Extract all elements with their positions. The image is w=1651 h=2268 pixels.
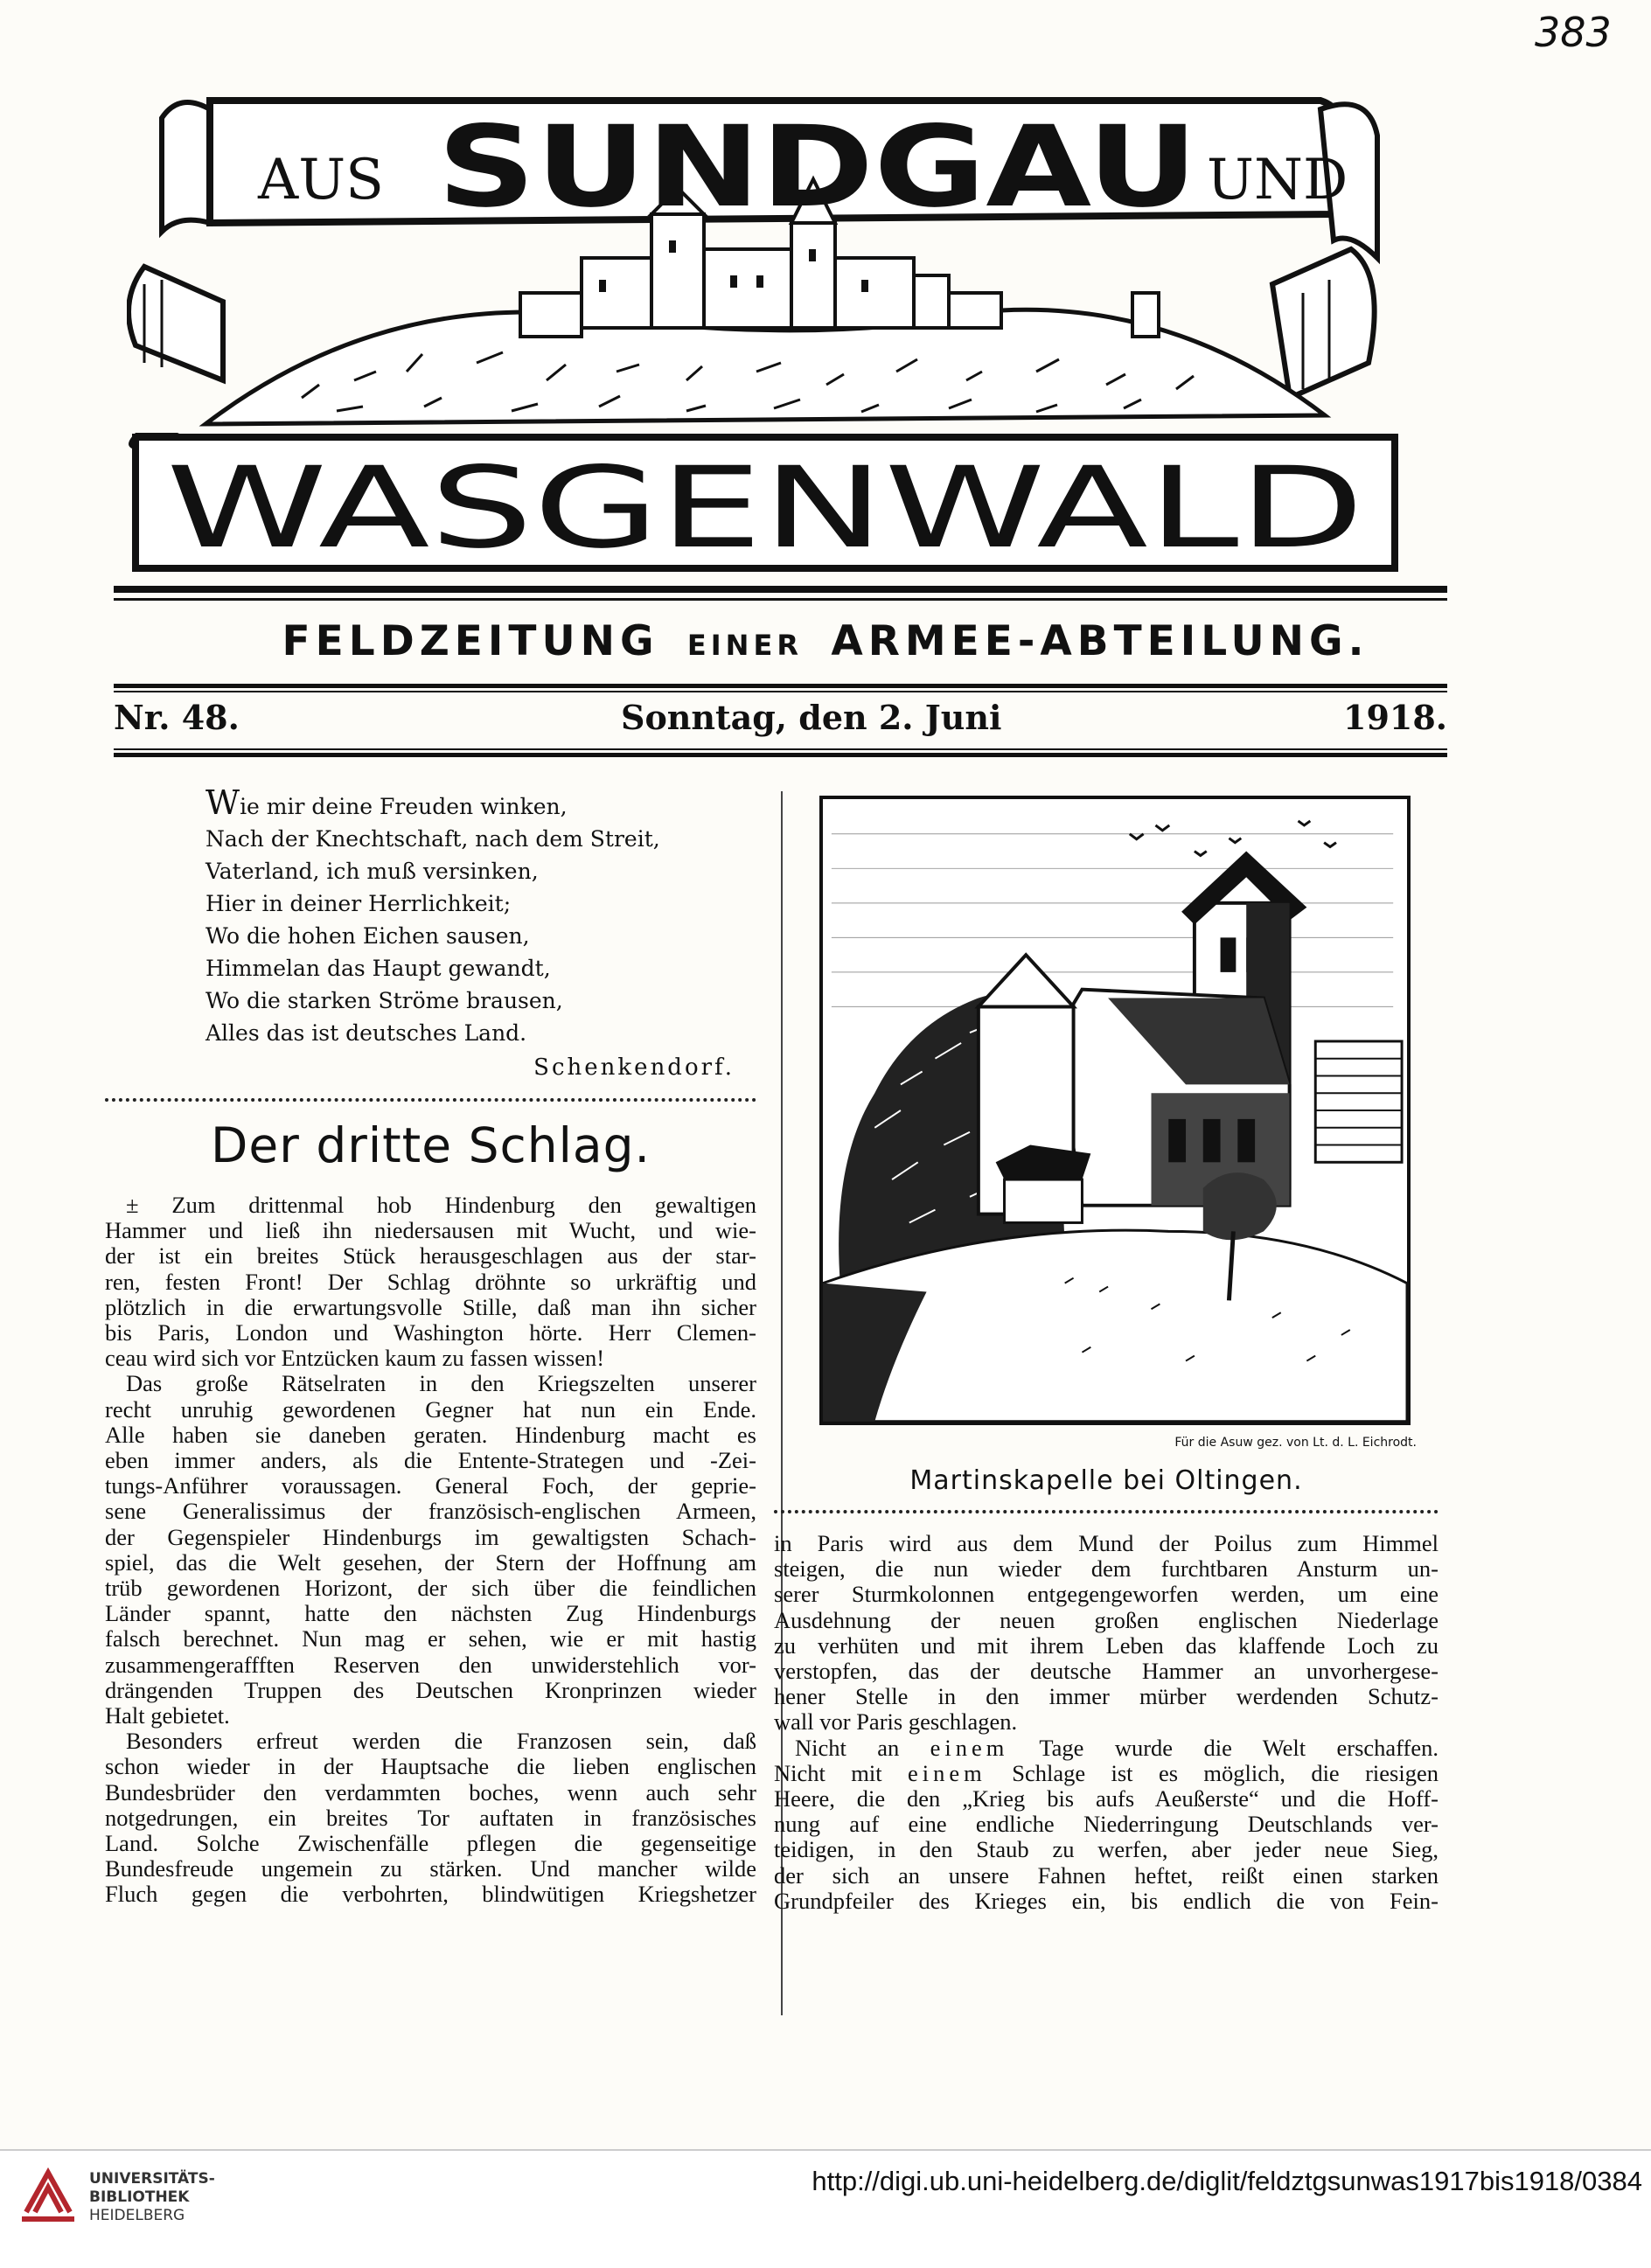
library-name — [89, 2170, 215, 2225]
article-body-right — [774, 1531, 1439, 1914]
poem-line: Nach der Knechtschaft, nach dem Streit, — [206, 826, 660, 852]
sub-heading-part2: EINER — [686, 629, 803, 662]
masthead — [127, 83, 1404, 573]
source-url-link[interactable]: http://digi.ub.uni-heidelberg.de/diglit/feldztgsunwas1917bis1918/0384 — [812, 2166, 1642, 2196]
text-line: ceau wird sich vor Entzücken kaum zu fassen wissen! — [105, 1345, 605, 1372]
poem-author: Schenkendorf. — [533, 1054, 735, 1081]
text-line: ren, festen Front! Der Schlag dröhnte so urkräftig und — [105, 1268, 756, 1295]
left-column — [105, 769, 756, 1908]
text-line: Besonders erfreut werden die Franzosen sein, daß — [126, 1728, 756, 1755]
text-line: Fluch gegen die verbohrten, blindwütigen Kriegshetzer — [105, 1881, 756, 1908]
text-line: sene Generalissimus der französisch-englischen Armeen, — [105, 1498, 756, 1525]
poem-line: Vaterland, ich muß versinken, — [206, 859, 539, 884]
article-headline: Der dritte Schlag. — [211, 1117, 651, 1173]
text-line: wall vor Paris geschlagen. — [774, 1708, 1018, 1736]
poem-line: Wo die starken Ströme brausen, — [206, 988, 563, 1013]
issue-line — [114, 698, 1447, 750]
issue-rule-top-thin — [114, 691, 1447, 692]
masthead-rule-thin — [114, 598, 1447, 601]
text-line: Halt gebietet. — [105, 1702, 230, 1729]
poem — [206, 783, 756, 1049]
text-line: recht unruhig gewordenen Gegner hat nun ein Ende. — [105, 1395, 756, 1423]
text-line: der Gegenspieler Hindenburgs im gewaltigsten Schach- — [105, 1523, 756, 1550]
chapel-illustration — [819, 796, 1411, 1425]
page-number: 383 — [1535, 9, 1612, 56]
issue-number: Nr. 48. — [114, 698, 240, 737]
text-line: Nicht mit einem Schlage ist es möglich, die riesigen — [774, 1759, 1439, 1786]
poem-line: Alles das ist deutsches Land. — [206, 1020, 527, 1046]
issue-date: Sonntag, den 2. Juni — [621, 698, 1002, 737]
text-line: notgedrungen, ein breites Tor auftaten in französisches — [105, 1804, 756, 1831]
article-body-left — [105, 1193, 756, 1908]
library-name-line: UNIVERSITÄTS- — [89, 2170, 215, 2188]
text-line: eben immer anders, als die Entente-Strategen und -Zei- — [105, 1447, 756, 1474]
text-line: zusammengeraffften Reserven den unwiderstehlich vor- — [105, 1651, 756, 1678]
masthead-und: UND — [1207, 148, 1348, 212]
illustration-credit: Für die Asuw gez. von Lt. d. L. Eichrodt. — [1174, 1436, 1417, 1450]
text-line: Nicht an einem Tage wurde die Welt erschaffen. — [795, 1734, 1439, 1761]
text-line: Das große Rätselraten in den Kriegszelten unserer — [126, 1370, 756, 1397]
text-line: der sich an unsere Fahnen heftet, reißt einen starken — [774, 1861, 1439, 1889]
text-line: verstopfen, das der deutsche Hammer an unvorhergese- — [774, 1658, 1439, 1685]
sub-heading — [0, 617, 1651, 665]
text-line: in Paris wird aus dem Mund der Poilus zum Himmel — [774, 1530, 1439, 1556]
library-name-line: HEIDELBERG — [89, 2207, 185, 2224]
text-line: falsch berechnet. Nun mag er sehen, wie er mit hastig — [105, 1625, 756, 1652]
text-line: Grundpfeiler des Krieges ein, bis endlich die von Fein- — [774, 1887, 1439, 1914]
text-line: hener Stelle in den immer mürber werdenden Schutz- — [774, 1683, 1439, 1710]
right-column — [774, 769, 1439, 1914]
text-line: drängenden Truppen des Deutschen Kronprinzen wieder — [105, 1676, 756, 1703]
dotted-divider — [105, 1098, 756, 1102]
text-line: teidigen, in den Staub zu werfen, aber jeder neue Sieg, — [774, 1836, 1439, 1863]
text-line: Bundesbrüder den verdammten boches, wenn auch sehr — [105, 1778, 756, 1805]
text-line: spiel, das die Welt gesehen, der Stern der Hoffnung am — [105, 1548, 756, 1576]
poem-line: Hier in deiner Herrlichkeit; — [206, 891, 512, 916]
poem-line: Wo die hohen Eichen sausen, — [206, 923, 530, 949]
sub-heading-part1: FELDZEITUNG — [282, 617, 659, 665]
text-line: zu verhüten und mit ihrem Leben das klaffende Loch zu — [774, 1631, 1439, 1659]
text-line: schon wieder in der Hauptsache die lieben englischen — [105, 1753, 756, 1780]
text-line: Alle haben sie daneben geraten. Hindenburg macht es — [105, 1421, 756, 1448]
poem-line: Himmelan das Haupt gewandt, — [206, 956, 551, 981]
text-line: plötzlich in die erwartungsvolle Stille, daß man ihn sicher — [105, 1293, 756, 1320]
masthead-rule — [114, 586, 1447, 593]
issue-rule-bottom — [114, 748, 1447, 750]
text-line: Heere, die den „Krieg bis aufs Aeußerste“ und die Hoff- — [774, 1785, 1439, 1812]
text-line: Land. Solche Zwischenfälle pflegen die gegenseitige — [105, 1830, 756, 1857]
masthead-wasgenwald: WASGENWALD — [166, 443, 1364, 573]
text-line: nung auf eine endliche Niederringung Deutschlands ver- — [774, 1811, 1439, 1838]
sub-heading-part3: ARMEE-ABTEILUNG. — [831, 617, 1369, 665]
text-line: Bundesfreude ungemein zu stärken. Und mancher wilde — [105, 1855, 756, 1882]
text-line: steigen, die nun wieder dem furchtbaren Ansturm un- — [774, 1555, 1439, 1583]
text-line: trüb gewordenen Horizont, der sich über die feindlichen — [105, 1575, 756, 1602]
text-line: serer Sturmkolonnen entgegengeworfen werden, um eine — [774, 1581, 1439, 1608]
issue-year: 1918. — [1343, 698, 1447, 737]
issue-rule-top — [114, 684, 1447, 688]
illustration-caption: Martinskapelle bei Oltingen. — [909, 1465, 1303, 1496]
text-line: Ausdehnung der neuen großen englischen Niederlage — [774, 1606, 1439, 1633]
masthead-sundgau: SUNDGAU — [437, 102, 1198, 233]
text-line: der ist ein breites Stück herausgeschlagen aus der star- — [105, 1242, 756, 1270]
library-logo-icon — [17, 2160, 79, 2225]
dotted-divider-right — [774, 1510, 1439, 1513]
library-name-line: BIBLIOTHEK — [89, 2188, 190, 2206]
text-line: Hammer und ließ ihn niedersausen mit Wucht, und wie- — [105, 1217, 756, 1244]
masthead-aus: AUS — [258, 148, 384, 212]
issue-rule-bottom-thick — [114, 753, 1447, 757]
poem-line: Wie mir deine Freuden winken, — [206, 783, 568, 822]
text-line: bis Paris, London und Washington hörte. Herr Clemen- — [105, 1319, 756, 1346]
text-line: ± Zum drittenmal hob Hindenburg den gewaltigen — [126, 1192, 756, 1218]
text-line: tungs-Anführer voraussagen. General Foch, der geprie- — [105, 1472, 756, 1499]
text-line: Länder spannt, hatte den nächsten Zug Hindenburgs — [105, 1600, 756, 1627]
